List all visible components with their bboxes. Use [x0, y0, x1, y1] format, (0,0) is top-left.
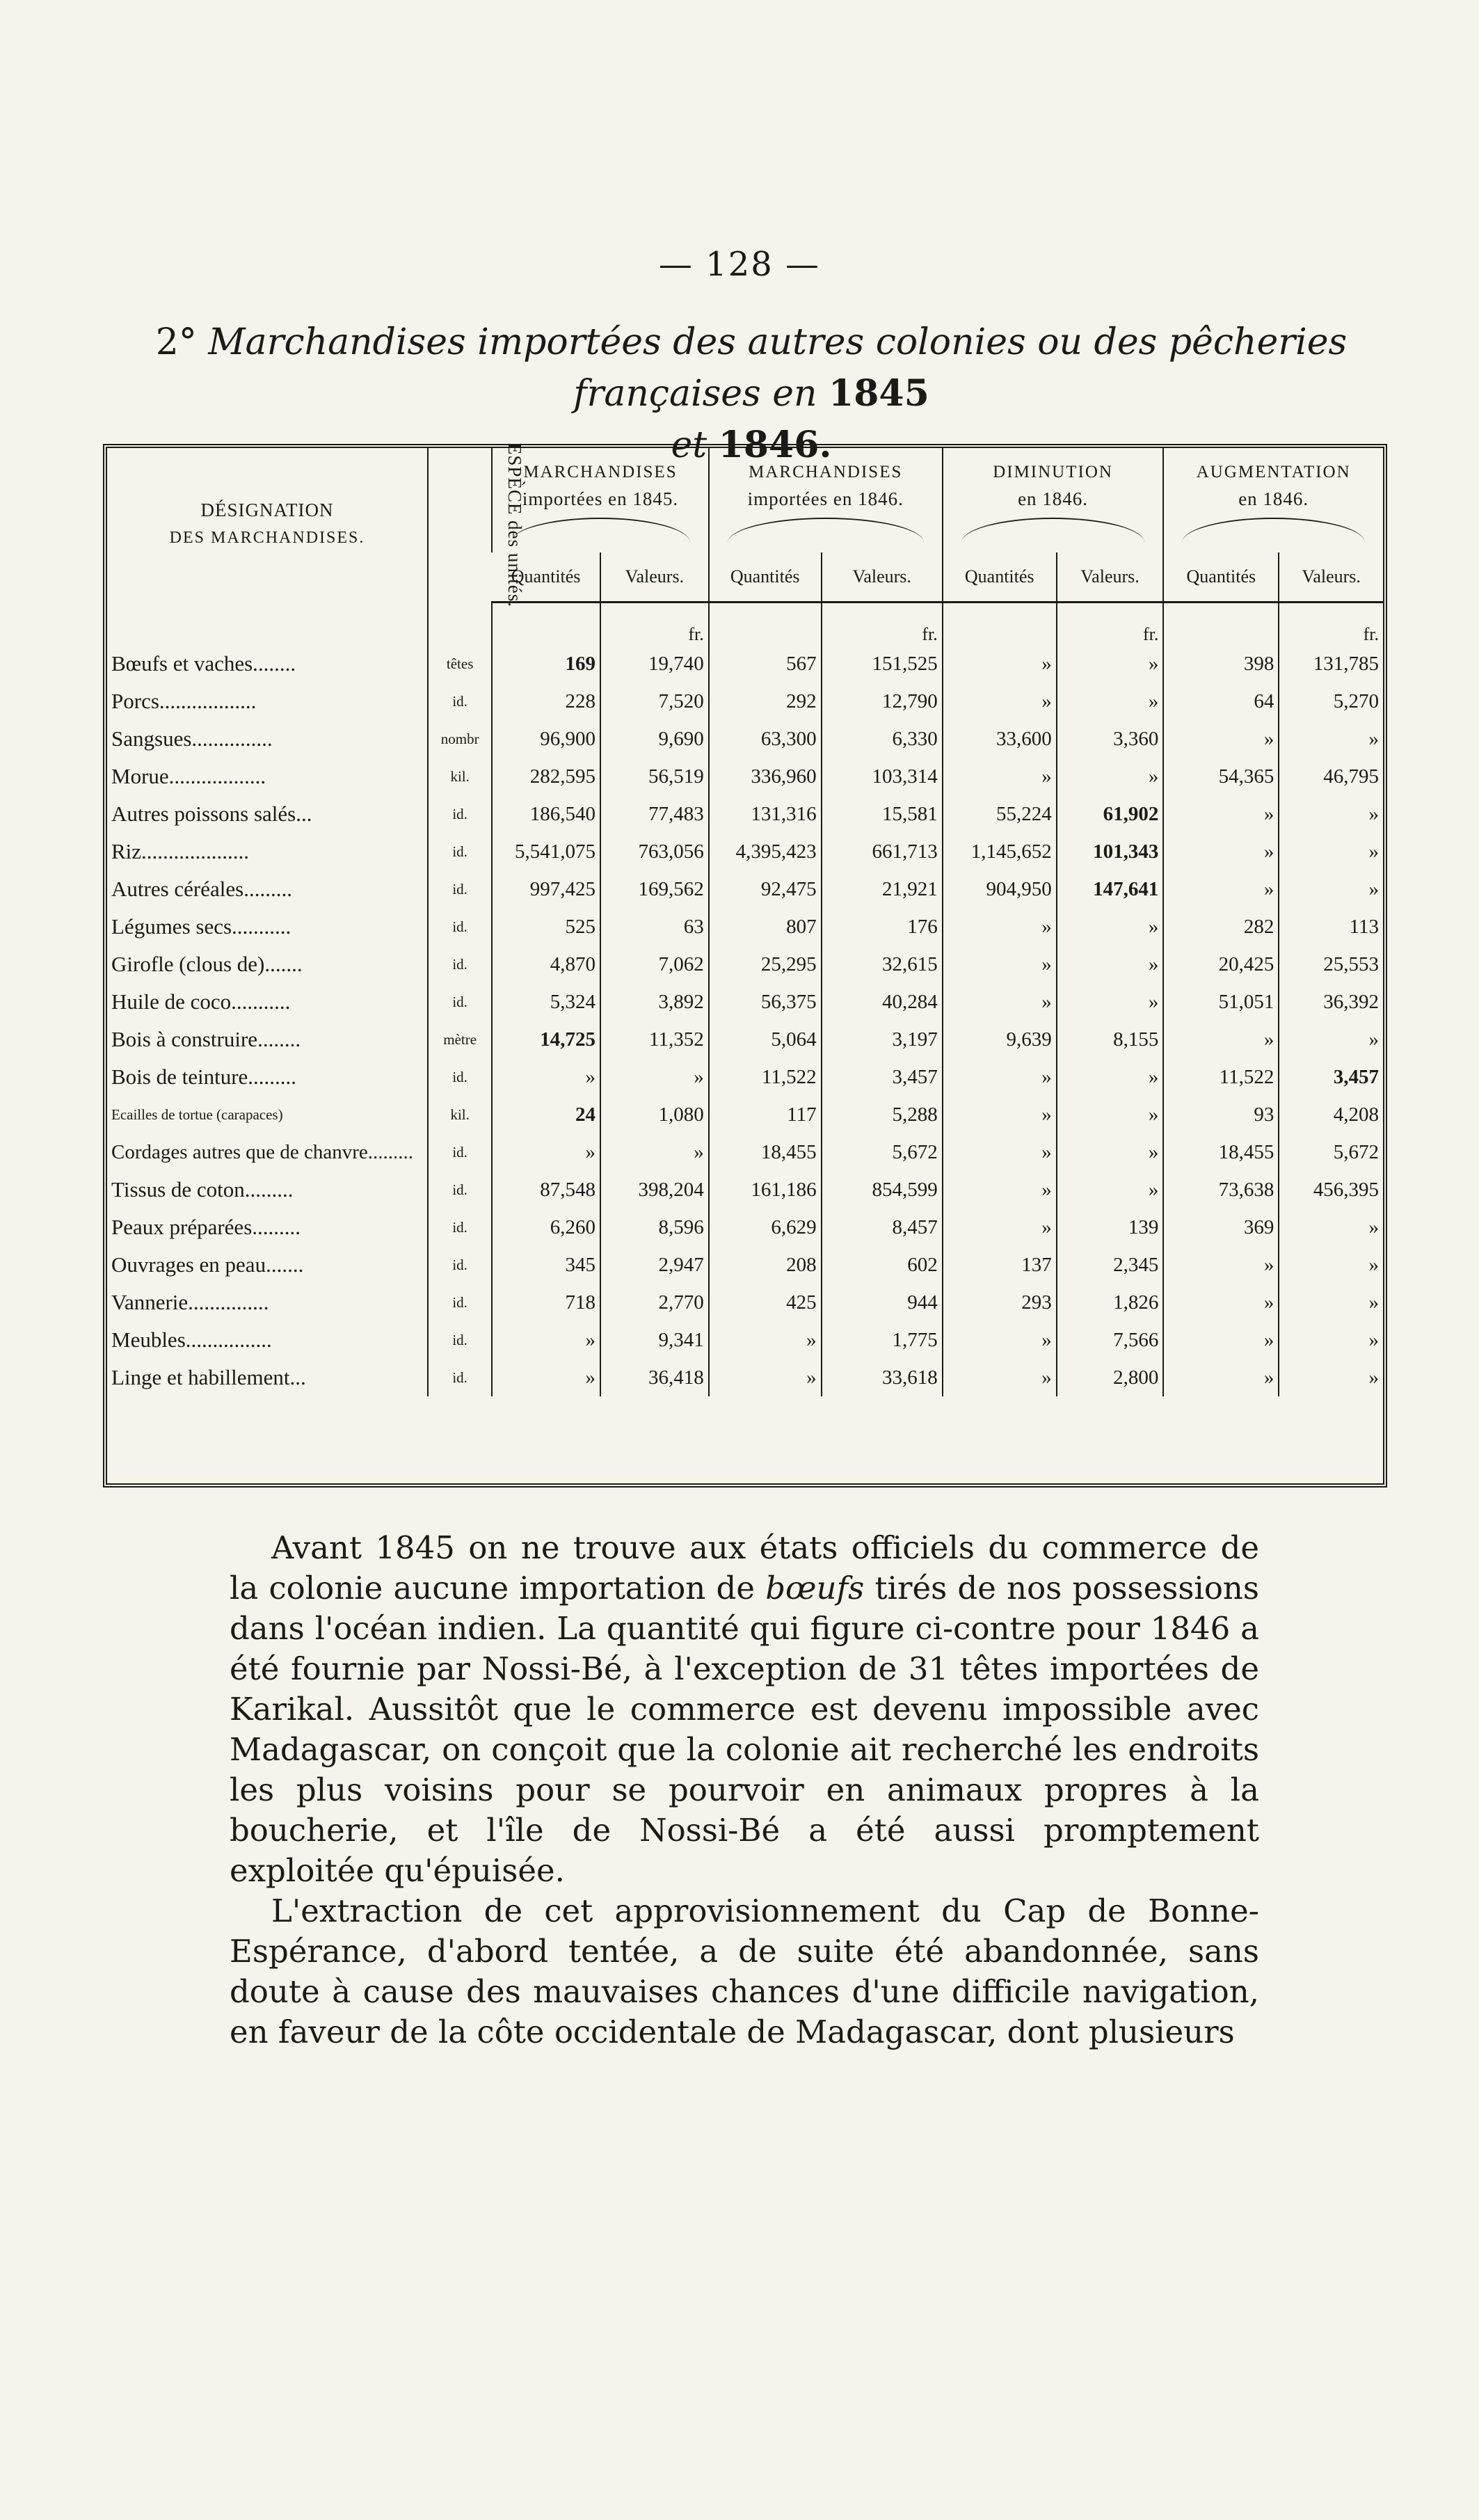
group-cap: MARCHANDISES	[523, 463, 678, 481]
statistics-table-frame	[103, 444, 1387, 1488]
row-value: 51,051	[1163, 983, 1279, 1021]
row-value: »	[1163, 870, 1279, 908]
row-value: »	[1163, 1359, 1279, 1396]
row-value: 64	[1163, 683, 1279, 720]
row-value: 9,690	[600, 720, 709, 758]
row-value: »	[943, 1096, 1057, 1133]
row-designation: Sangsues...............	[111, 726, 273, 751]
row-value: 398,204	[600, 1171, 709, 1209]
brace	[961, 518, 1145, 543]
paragraph	[230, 1528, 1259, 1891]
section-title-text: Marchandises importées des autres colonies ou des pêcheries françaises en	[208, 321, 1348, 415]
row-value: »	[1057, 758, 1164, 795]
paragraph-text: tirés de nos possessions dans l'océan indien. La quantité qui figure ci-contre pour 1846 a été fournie par Nossi-Bé, à l'exception de 31 têtes importées de Karikal. Aussitôt que le commerce est devenu impossible avec Madagascar, on conçoit que la colonie ait recherché les endroits les plus voisins pour se pourvoir en animaux propres à la boucherie, et l'île de Nossi-Bé a été aussi promptement exploitée qu'épuisée.	[230, 1570, 1259, 1889]
table-row	[107, 795, 1383, 833]
row-designation: Bois de teinture.........	[111, 1064, 297, 1089]
unit-fr: fr.	[822, 603, 943, 646]
row-value: 77,483	[600, 795, 709, 833]
row-value: 336,960	[709, 758, 822, 795]
row-value: »	[943, 1133, 1057, 1171]
header-group-diminution	[943, 448, 1164, 552]
row-value: 807	[709, 908, 822, 946]
row-designation: Bœufs et vaches........	[111, 651, 296, 676]
row-value: 63,300	[709, 720, 822, 758]
row-value: 3,360	[1057, 720, 1164, 758]
row-value: »	[492, 1359, 600, 1396]
row-unit: id.	[428, 1133, 492, 1171]
row-value: 854,599	[822, 1171, 943, 1209]
row-value: »	[1057, 683, 1164, 720]
row-value: 11,522	[709, 1058, 822, 1096]
row-value: »	[1279, 1284, 1383, 1321]
row-value: 5,288	[822, 1096, 943, 1133]
row-value: 87,548	[492, 1171, 600, 1209]
row-value: 763,056	[600, 833, 709, 870]
row-designation: Bois à construire........	[111, 1027, 301, 1051]
row-unit: id.	[428, 983, 492, 1021]
table-row	[107, 1246, 1383, 1284]
row-value: 1,826	[1057, 1284, 1164, 1321]
row-value: 398	[1163, 645, 1279, 683]
row-designation: Riz....................	[111, 839, 250, 863]
row-value: 15,581	[822, 795, 943, 833]
row-value: 425	[709, 1284, 822, 1321]
row-value: »	[943, 645, 1057, 683]
row-value: »	[1163, 1246, 1279, 1284]
row-value: 282	[1163, 908, 1279, 946]
paragraph-text: Avant 1845 on ne trouve aux états officiels du commerce de la colonie aucune importation de	[230, 1529, 1259, 1606]
row-value: 8,155	[1057, 1021, 1164, 1058]
brace	[511, 518, 689, 543]
row-value: 8,596	[600, 1209, 709, 1246]
row-value: »	[1279, 1359, 1383, 1396]
row-value: 4,870	[492, 946, 600, 983]
row-value: 7,520	[600, 683, 709, 720]
header-espece	[428, 442, 526, 607]
row-value: »	[1279, 720, 1383, 758]
row-value: 24	[492, 1096, 600, 1133]
table-row	[107, 1096, 1383, 1133]
row-value: »	[1163, 1321, 1279, 1359]
row-value: 61,902	[1057, 795, 1164, 833]
row-value: »	[943, 946, 1057, 983]
table-row	[107, 1359, 1383, 1396]
row-value: »	[492, 1321, 600, 1359]
row-designation: Morue..................	[111, 764, 266, 788]
row-value: 6,260	[492, 1209, 600, 1246]
group-sub: en 1846.	[1238, 488, 1309, 509]
header-designation	[107, 448, 428, 603]
table-row	[107, 683, 1383, 720]
row-value: 6,629	[709, 1209, 822, 1246]
statistics-table	[107, 442, 1383, 1396]
table-row	[107, 983, 1383, 1021]
row-designation: Peaux préparées.........	[111, 1215, 301, 1239]
row-value: »	[943, 1321, 1057, 1359]
row-value: »	[1163, 720, 1279, 758]
row-value: 169,562	[600, 870, 709, 908]
row-designation: Légumes secs...........	[111, 914, 291, 939]
row-designation: Girofle (clous de).......	[111, 952, 303, 976]
row-value: 21,921	[822, 870, 943, 908]
row-value: 345	[492, 1246, 600, 1284]
row-designation: Autres céréales.........	[111, 877, 292, 901]
row-value: »	[943, 983, 1057, 1021]
row-value: 139	[1057, 1209, 1164, 1246]
row-value: 56,519	[600, 758, 709, 795]
row-value: 3,457	[1279, 1058, 1383, 1096]
row-value: 8,457	[822, 1209, 943, 1246]
row-value: 5,672	[822, 1133, 943, 1171]
row-value: 282,595	[492, 758, 600, 795]
row-value: »	[1057, 908, 1164, 946]
row-value: 32,615	[822, 946, 943, 983]
row-designation: Tissus de coton.........	[111, 1177, 294, 1202]
row-value: 147,641	[1057, 870, 1164, 908]
row-value: 997,425	[492, 870, 600, 908]
row-value: »	[1279, 795, 1383, 833]
row-value: 2,800	[1057, 1359, 1164, 1396]
row-value: »	[943, 683, 1057, 720]
col-valeurs: Valeurs.	[1279, 552, 1383, 603]
table-row	[107, 1284, 1383, 1321]
header-group-augmentation	[1163, 448, 1383, 552]
row-value: 5,672	[1279, 1133, 1383, 1171]
row-value: »	[1057, 983, 1164, 1021]
row-value: 73,638	[1163, 1171, 1279, 1209]
row-value: 18,455	[709, 1133, 822, 1171]
table-row	[107, 1058, 1383, 1096]
table-row	[107, 1321, 1383, 1359]
row-value: 293	[943, 1284, 1057, 1321]
row-designation: Ouvrages en peau.......	[111, 1252, 304, 1277]
row-value: 101,343	[1057, 833, 1164, 870]
row-value: 456,395	[1279, 1171, 1383, 1209]
row-value: »	[1057, 1133, 1164, 1171]
row-value: »	[492, 1058, 600, 1096]
row-value: »	[1163, 833, 1279, 870]
row-value: 25,553	[1279, 946, 1383, 983]
row-value: 292	[709, 683, 822, 720]
row-value: 55,224	[943, 795, 1057, 833]
row-value: »	[492, 1133, 600, 1171]
row-value: 36,418	[600, 1359, 709, 1396]
row-value: 5,270	[1279, 683, 1383, 720]
row-value: 96,900	[492, 720, 600, 758]
row-value: 18,455	[1163, 1133, 1279, 1171]
row-value: »	[709, 1359, 822, 1396]
row-value: 93	[1163, 1096, 1279, 1133]
col-quantites: Quantités	[492, 552, 600, 603]
row-value: 904,950	[943, 870, 1057, 908]
unit-fr: fr.	[1279, 603, 1383, 646]
row-value: 1,080	[600, 1096, 709, 1133]
row-value: »	[1279, 833, 1383, 870]
row-value: 7,566	[1057, 1321, 1164, 1359]
row-designation: Linge et habillement...	[111, 1365, 306, 1389]
row-value: 14,725	[492, 1021, 600, 1058]
row-value: 2,947	[600, 1246, 709, 1284]
row-value: 12,790	[822, 683, 943, 720]
row-unit: id.	[428, 1284, 492, 1321]
row-value: 208	[709, 1246, 822, 1284]
row-unit: kil.	[428, 758, 492, 795]
row-value: 602	[822, 1246, 943, 1284]
row-unit: id.	[428, 1321, 492, 1359]
header-designation-line2: DES MARCHANDISES.	[169, 529, 365, 547]
col-quantites: Quantités	[1163, 552, 1279, 603]
row-value: »	[1279, 1321, 1383, 1359]
group-sub: en 1846.	[1018, 488, 1089, 509]
row-value: »	[1057, 1171, 1164, 1209]
section-number: 2°	[155, 321, 197, 363]
group-cap: DIMINUTION	[993, 463, 1113, 481]
row-value: »	[1057, 645, 1164, 683]
table-row	[107, 833, 1383, 870]
row-value: 54,365	[1163, 758, 1279, 795]
row-value: 5,064	[709, 1021, 822, 1058]
row-value: 176	[822, 908, 943, 946]
row-value: »	[943, 1209, 1057, 1246]
row-unit: id.	[428, 795, 492, 833]
row-value: 1,775	[822, 1321, 943, 1359]
table-row	[107, 1209, 1383, 1246]
row-value: 5,541,075	[492, 833, 600, 870]
row-value: »	[943, 1359, 1057, 1396]
paragraph	[230, 1891, 1259, 2052]
row-unit: id.	[428, 1246, 492, 1284]
row-value: 137	[943, 1246, 1057, 1284]
table-row	[107, 1171, 1383, 1209]
row-value: »	[1163, 795, 1279, 833]
unit-row	[107, 603, 1383, 646]
row-designation: Autres poissons salés...	[111, 802, 312, 826]
table-body	[107, 645, 1383, 1396]
row-unit: id.	[428, 683, 492, 720]
row-value: 7,062	[600, 946, 709, 983]
row-value: 5,324	[492, 983, 600, 1021]
row-value: 92,475	[709, 870, 822, 908]
table-row	[107, 645, 1383, 683]
row-value: 4,208	[1279, 1096, 1383, 1133]
page-number: — 128 —	[658, 245, 821, 284]
row-value: 131,316	[709, 795, 822, 833]
row-value: 6,330	[822, 720, 943, 758]
unit-fr: fr.	[1057, 603, 1164, 646]
body-text	[230, 1528, 1259, 2052]
row-designation: Meubles................	[111, 1327, 272, 1352]
row-designation: Ecailles de tortue (carapaces)	[111, 1106, 283, 1123]
row-unit: têtes	[428, 645, 492, 683]
row-value: 36,392	[1279, 983, 1383, 1021]
row-value: 3,457	[822, 1058, 943, 1096]
row-value: 369	[1163, 1209, 1279, 1246]
row-value: 113	[1279, 908, 1383, 946]
row-unit: id.	[428, 833, 492, 870]
paragraph-italic: bœufs	[765, 1570, 865, 1606]
table-row	[107, 758, 1383, 795]
row-value: »	[1163, 1284, 1279, 1321]
row-unit: id.	[428, 1359, 492, 1396]
group-cap: MARCHANDISES	[749, 463, 903, 481]
row-value: 567	[709, 645, 822, 683]
row-designation: Vannerie...............	[111, 1290, 269, 1314]
row-designation: Huile de coco...........	[111, 989, 291, 1014]
col-valeurs: Valeurs.	[600, 552, 709, 603]
row-unit: id.	[428, 1209, 492, 1246]
row-value: 19,740	[600, 645, 709, 683]
table-row	[107, 1133, 1383, 1171]
row-value: 525	[492, 908, 600, 946]
paragraph-text: L'extraction de cet approvisionnement du Cap de Bonne-Espérance, d'abord tentée, a de suite été abandonnée, sans doute à cause des mauvaises chances d'une difficile navigation, en faveur de la côte occidentale de Madagascar, dont plusieurs	[230, 1892, 1259, 2050]
row-unit: id.	[428, 1171, 492, 1209]
unit-fr: fr.	[600, 603, 709, 646]
group-sub: importées en 1846.	[747, 488, 904, 509]
row-value: 33,618	[822, 1359, 943, 1396]
row-value: 117	[709, 1096, 822, 1133]
row-value: 46,795	[1279, 758, 1383, 795]
table-row	[107, 1021, 1383, 1058]
row-unit: nombr	[428, 720, 492, 758]
group-sub: importées en 1845.	[522, 488, 679, 509]
row-value: 103,314	[822, 758, 943, 795]
table-row	[107, 870, 1383, 908]
row-value: 186,540	[492, 795, 600, 833]
row-value: 33,600	[943, 720, 1057, 758]
row-value: 161,186	[709, 1171, 822, 1209]
table-row	[107, 946, 1383, 983]
row-value: 131,785	[1279, 645, 1383, 683]
row-designation: Porcs..................	[111, 689, 257, 713]
row-value: »	[943, 758, 1057, 795]
row-value: 25,295	[709, 946, 822, 983]
row-value: 9,341	[600, 1321, 709, 1359]
col-valeurs: Valeurs.	[822, 552, 943, 603]
row-value: »	[1279, 1209, 1383, 1246]
row-value: »	[600, 1058, 709, 1096]
row-value: »	[1057, 1096, 1164, 1133]
header-group-1846	[709, 448, 943, 552]
row-value: »	[709, 1321, 822, 1359]
table-row	[107, 908, 1383, 946]
col-quantites: Quantités	[709, 552, 822, 603]
row-value: 151,525	[822, 645, 943, 683]
row-value: 11,352	[600, 1021, 709, 1058]
section-conj: et	[671, 424, 707, 466]
row-value: 718	[492, 1284, 600, 1321]
group-cap: AUGMENTATION	[1196, 463, 1351, 481]
section-year2: 1846.	[718, 424, 832, 466]
row-value: 228	[492, 683, 600, 720]
row-value: 169	[492, 645, 600, 683]
row-value: 9,639	[943, 1021, 1057, 1058]
section-year1: 1845	[829, 372, 929, 415]
row-unit: id.	[428, 1058, 492, 1096]
row-value: 20,425	[1163, 946, 1279, 983]
row-value: »	[1163, 1021, 1279, 1058]
row-value: 63	[600, 908, 709, 946]
row-value: 2,770	[600, 1284, 709, 1321]
row-value: »	[943, 1058, 1057, 1096]
row-unit: id.	[428, 946, 492, 983]
row-value: 3,197	[822, 1021, 943, 1058]
row-value: 11,522	[1163, 1058, 1279, 1096]
row-value: »	[1279, 1246, 1383, 1284]
brace	[1182, 518, 1365, 543]
brace	[728, 518, 924, 543]
header-espece-label: ESPÈCE des unités.	[504, 442, 526, 607]
row-value: 4,395,423	[709, 833, 822, 870]
row-unit: mètre	[428, 1021, 492, 1058]
row-value: »	[1057, 1058, 1164, 1096]
col-valeurs: Valeurs.	[1057, 552, 1164, 603]
row-value: »	[1057, 946, 1164, 983]
row-value: 3,892	[600, 983, 709, 1021]
row-unit: id.	[428, 870, 492, 908]
row-value: »	[600, 1133, 709, 1171]
row-value: 40,284	[822, 983, 943, 1021]
row-value: »	[943, 908, 1057, 946]
row-designation: Cordages autres que de chanvre.........	[111, 1141, 414, 1163]
row-value: 944	[822, 1284, 943, 1321]
row-value: 661,713	[822, 833, 943, 870]
col-quantites: Quantités	[943, 552, 1057, 603]
row-value: 56,375	[709, 983, 822, 1021]
row-value: 2,345	[1057, 1246, 1164, 1284]
row-value: »	[1279, 1021, 1383, 1058]
row-value: »	[943, 1171, 1057, 1209]
row-value: 1,145,652	[943, 833, 1057, 870]
row-unit: id.	[428, 908, 492, 946]
table-row	[107, 720, 1383, 758]
header-designation-line1: DÉSIGNATION	[200, 500, 334, 520]
row-value: »	[1279, 870, 1383, 908]
row-unit: kil.	[428, 1096, 492, 1133]
